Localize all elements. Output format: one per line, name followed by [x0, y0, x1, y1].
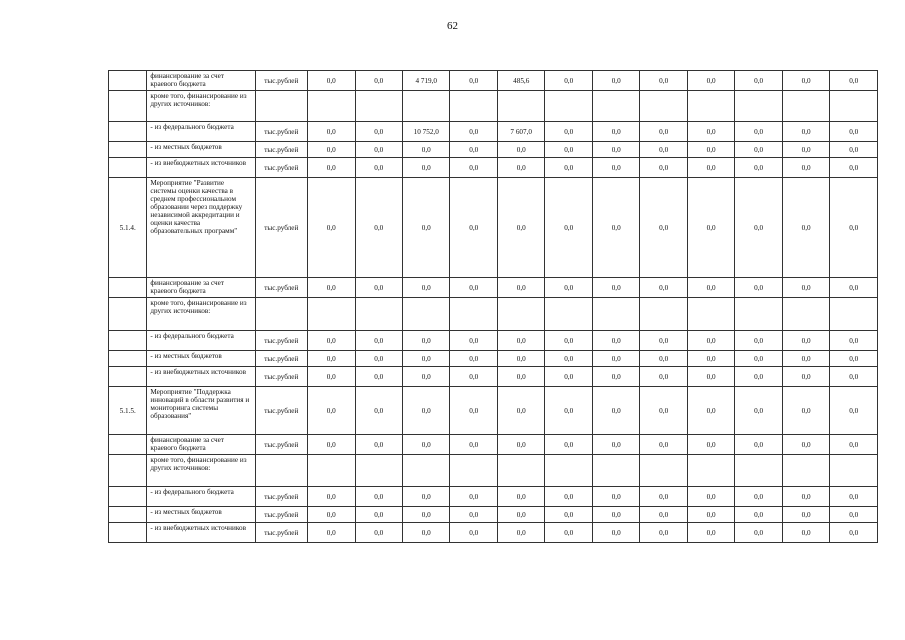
row-description: финансирование за счет краевого бюджета	[147, 435, 255, 455]
value-cell: 0,0	[830, 487, 878, 507]
value-cell: 0,0	[830, 142, 878, 158]
row-description: кроме того, финансирование из других источников:	[147, 298, 255, 331]
value-cell	[687, 298, 734, 331]
value-cell: 0,0	[830, 351, 878, 367]
value-cell	[497, 91, 544, 122]
value-cell: 0,0	[592, 367, 639, 387]
value-cell: 0,0	[735, 331, 782, 351]
value-cell: 0,0	[735, 278, 782, 298]
value-cell: 0,0	[308, 122, 355, 142]
value-cell: 0,0	[308, 367, 355, 387]
row-description: кроме того, финансирование из других источников:	[147, 455, 255, 487]
value-cell: 0,0	[545, 507, 592, 523]
table-row	[109, 507, 878, 523]
value-cell: 0,0	[830, 278, 878, 298]
value-cell: 0,0	[450, 158, 497, 178]
row-description: - из внебюджетных источников	[147, 158, 255, 178]
value-cell: 0,0	[830, 387, 878, 435]
value-cell: 0,0	[592, 142, 639, 158]
table-row	[109, 122, 878, 142]
value-cell: 0,0	[640, 523, 687, 543]
row-description: кроме того, финансирование из других источников:	[147, 91, 255, 122]
value-cell: 0,0	[355, 435, 402, 455]
value-cell: 0,0	[355, 367, 402, 387]
value-cell: 0,0	[403, 142, 450, 158]
value-cell: 0,0	[640, 71, 687, 91]
value-cell	[830, 455, 878, 487]
row-code	[109, 158, 147, 178]
value-cell: 0,0	[545, 142, 592, 158]
value-cell: 0,0	[403, 278, 450, 298]
row-description: - из внебюджетных источников	[147, 523, 255, 543]
value-cell: 0,0	[355, 158, 402, 178]
row-description: - из федерального бюджета	[147, 122, 255, 142]
value-cell: 0,0	[403, 178, 450, 278]
value-cell: 0,0	[545, 523, 592, 543]
value-cell: 0,0	[687, 122, 734, 142]
value-cell: 0,0	[450, 351, 497, 367]
row-code	[109, 122, 147, 142]
value-cell: 0,0	[545, 278, 592, 298]
value-cell	[782, 91, 829, 122]
value-cell: 0,0	[545, 435, 592, 455]
row-unit: тыс.рублей	[255, 435, 308, 455]
budget-table	[108, 70, 878, 543]
value-cell: 0,0	[782, 71, 829, 91]
value-cell: 0,0	[497, 487, 544, 507]
row-description: - из местных бюджетов	[147, 507, 255, 523]
value-cell: 7 607,0	[497, 122, 544, 142]
value-cell: 0,0	[782, 178, 829, 278]
value-cell: 0,0	[735, 178, 782, 278]
table-row	[109, 298, 878, 331]
value-cell: 0,0	[640, 507, 687, 523]
value-cell: 0,0	[782, 142, 829, 158]
row-unit: тыс.рублей	[255, 387, 308, 435]
value-cell: 0,0	[687, 71, 734, 91]
value-cell: 0,0	[308, 351, 355, 367]
value-cell	[450, 91, 497, 122]
row-description: - из внебюджетных источников	[147, 367, 255, 387]
value-cell	[830, 298, 878, 331]
value-cell: 0,0	[687, 387, 734, 435]
row-code	[109, 91, 147, 122]
row-description: - из местных бюджетов	[147, 351, 255, 367]
value-cell	[687, 91, 734, 122]
row-code	[109, 298, 147, 331]
value-cell: 0,0	[497, 507, 544, 523]
value-cell	[782, 455, 829, 487]
table-row	[109, 387, 878, 435]
value-cell: 0,0	[355, 122, 402, 142]
value-cell: 0,0	[403, 351, 450, 367]
value-cell: 0,0	[450, 507, 497, 523]
value-cell: 0,0	[782, 367, 829, 387]
value-cell: 0,0	[592, 331, 639, 351]
value-cell: 0,0	[782, 523, 829, 543]
value-cell: 0,0	[450, 435, 497, 455]
value-cell: 0,0	[687, 351, 734, 367]
row-description: Мероприятие "Поддержка инноваций в области развития и мониторинга системы образования"	[147, 387, 255, 435]
value-cell: 0,0	[450, 278, 497, 298]
value-cell: 0,0	[592, 158, 639, 178]
value-cell: 10 752,0	[403, 122, 450, 142]
row-unit: тыс.рублей	[255, 507, 308, 523]
value-cell: 0,0	[687, 331, 734, 351]
value-cell: 0,0	[592, 178, 639, 278]
value-cell: 0,0	[782, 158, 829, 178]
value-cell: 0,0	[545, 351, 592, 367]
row-code	[109, 278, 147, 298]
value-cell: 0,0	[497, 331, 544, 351]
value-cell: 0,0	[403, 331, 450, 351]
value-cell: 0,0	[355, 142, 402, 158]
row-code	[109, 435, 147, 455]
value-cell	[640, 91, 687, 122]
row-description: финансирование за счет краевого бюджета	[147, 71, 255, 91]
value-cell: 0,0	[450, 387, 497, 435]
row-code	[109, 142, 147, 158]
value-cell: 0,0	[735, 523, 782, 543]
value-cell: 0,0	[830, 158, 878, 178]
row-unit: тыс.рублей	[255, 278, 308, 298]
value-cell	[308, 455, 355, 487]
row-unit: тыс.рублей	[255, 331, 308, 351]
value-cell: 0,0	[830, 178, 878, 278]
value-cell	[403, 455, 450, 487]
value-cell: 0,0	[545, 331, 592, 351]
value-cell	[735, 91, 782, 122]
value-cell: 0,0	[830, 367, 878, 387]
value-cell: 0,0	[687, 278, 734, 298]
value-cell: 0,0	[592, 507, 639, 523]
value-cell: 0,0	[735, 487, 782, 507]
value-cell: 0,0	[592, 523, 639, 543]
value-cell: 0,0	[355, 331, 402, 351]
value-cell: 0,0	[308, 331, 355, 351]
value-cell	[403, 298, 450, 331]
value-cell: 0,0	[687, 487, 734, 507]
row-unit: тыс.рублей	[255, 178, 308, 278]
value-cell: 0,0	[450, 71, 497, 91]
value-cell: 0,0	[782, 507, 829, 523]
row-unit: тыс.рублей	[255, 158, 308, 178]
table-row	[109, 178, 878, 278]
value-cell: 0,0	[782, 351, 829, 367]
value-cell: 0,0	[497, 142, 544, 158]
value-cell: 0,0	[782, 122, 829, 142]
row-unit: тыс.рублей	[255, 351, 308, 367]
row-unit: тыс.рублей	[255, 122, 308, 142]
value-cell: 0,0	[640, 122, 687, 142]
value-cell	[355, 455, 402, 487]
value-cell: 0,0	[640, 367, 687, 387]
value-cell: 0,0	[592, 435, 639, 455]
row-code	[109, 507, 147, 523]
value-cell: 0,0	[782, 487, 829, 507]
value-cell: 0,0	[735, 387, 782, 435]
value-cell: 0,0	[497, 351, 544, 367]
row-description: - из федерального бюджета	[147, 331, 255, 351]
table-row	[109, 331, 878, 351]
value-cell: 0,0	[592, 387, 639, 435]
value-cell	[450, 455, 497, 487]
value-cell: 0,0	[592, 487, 639, 507]
value-cell: 0,0	[403, 487, 450, 507]
value-cell: 0,0	[640, 158, 687, 178]
value-cell: 0,0	[497, 178, 544, 278]
table-row	[109, 71, 878, 91]
value-cell: 0,0	[450, 142, 497, 158]
value-cell: 0,0	[592, 351, 639, 367]
row-code	[109, 331, 147, 351]
value-cell: 0,0	[735, 351, 782, 367]
value-cell: 0,0	[735, 122, 782, 142]
value-cell: 0,0	[592, 71, 639, 91]
table-row	[109, 487, 878, 507]
value-cell: 0,0	[403, 523, 450, 543]
row-code	[109, 487, 147, 507]
value-cell: 0,0	[308, 487, 355, 507]
value-cell: 0,0	[687, 507, 734, 523]
value-cell: 0,0	[782, 278, 829, 298]
value-cell: 0,0	[308, 158, 355, 178]
value-cell: 0,0	[735, 435, 782, 455]
value-cell: 0,0	[308, 387, 355, 435]
value-cell: 0,0	[497, 158, 544, 178]
value-cell: 0,0	[735, 158, 782, 178]
value-cell: 0,0	[545, 487, 592, 507]
value-cell: 0,0	[687, 178, 734, 278]
value-cell: 0,0	[687, 435, 734, 455]
row-description: финансирование за счет краевого бюджета	[147, 278, 255, 298]
value-cell: 0,0	[497, 278, 544, 298]
table-row	[109, 351, 878, 367]
value-cell: 0,0	[830, 523, 878, 543]
value-cell: 0,0	[687, 158, 734, 178]
value-cell: 0,0	[545, 367, 592, 387]
value-cell: 0,0	[687, 367, 734, 387]
value-cell	[640, 455, 687, 487]
row-description: - из местных бюджетов	[147, 142, 255, 158]
table-row	[109, 435, 878, 455]
value-cell	[497, 455, 544, 487]
value-cell: 0,0	[450, 523, 497, 543]
value-cell: 0,0	[735, 71, 782, 91]
value-cell: 0,0	[640, 278, 687, 298]
row-code: 5.1.4.	[109, 178, 147, 278]
value-cell: 0,0	[450, 487, 497, 507]
value-cell: 0,0	[735, 142, 782, 158]
value-cell: 0,0	[782, 435, 829, 455]
value-cell	[545, 298, 592, 331]
value-cell: 0,0	[450, 367, 497, 387]
value-cell: 0,0	[450, 178, 497, 278]
table-row	[109, 158, 878, 178]
row-code	[109, 351, 147, 367]
value-cell: 0,0	[782, 331, 829, 351]
value-cell	[355, 91, 402, 122]
value-cell: 0,0	[830, 507, 878, 523]
value-cell: 0,0	[355, 523, 402, 543]
value-cell	[592, 91, 639, 122]
row-unit: тыс.рублей	[255, 367, 308, 387]
value-cell: 0,0	[403, 507, 450, 523]
value-cell	[735, 455, 782, 487]
value-cell: 0,0	[735, 367, 782, 387]
value-cell	[782, 298, 829, 331]
value-cell	[308, 91, 355, 122]
value-cell: 0,0	[308, 142, 355, 158]
value-cell: 0,0	[355, 71, 402, 91]
value-cell: 0,0	[687, 523, 734, 543]
row-unit	[255, 298, 308, 331]
value-cell	[592, 455, 639, 487]
value-cell: 0,0	[497, 367, 544, 387]
row-code	[109, 455, 147, 487]
value-cell: 0,0	[640, 142, 687, 158]
value-cell: 0,0	[640, 331, 687, 351]
row-description: Мероприятие "Развитие системы оценки качества в среднем профессиональном образовании через поддержку независимой аккредитации и оценки качества образовательных программ"	[147, 178, 255, 278]
table-row	[109, 278, 878, 298]
value-cell: 0,0	[497, 523, 544, 543]
value-cell: 0,0	[450, 122, 497, 142]
value-cell: 0,0	[355, 351, 402, 367]
value-cell: 0,0	[308, 507, 355, 523]
table-row	[109, 367, 878, 387]
value-cell: 0,0	[640, 387, 687, 435]
value-cell: 0,0	[497, 435, 544, 455]
value-cell	[687, 455, 734, 487]
row-unit: тыс.рублей	[255, 142, 308, 158]
value-cell: 0,0	[308, 71, 355, 91]
value-cell: 4 719,0	[403, 71, 450, 91]
table-row	[109, 523, 878, 543]
row-code	[109, 71, 147, 91]
value-cell: 0,0	[355, 507, 402, 523]
value-cell: 0,0	[592, 278, 639, 298]
table-row	[109, 142, 878, 158]
value-cell: 0,0	[308, 278, 355, 298]
value-cell: 0,0	[640, 351, 687, 367]
value-cell: 0,0	[687, 142, 734, 158]
value-cell: 0,0	[830, 435, 878, 455]
row-code	[109, 367, 147, 387]
row-unit	[255, 455, 308, 487]
value-cell	[403, 91, 450, 122]
page-number: 62	[447, 20, 458, 32]
value-cell	[830, 91, 878, 122]
value-cell: 0,0	[355, 387, 402, 435]
value-cell: 0,0	[497, 387, 544, 435]
value-cell: 0,0	[403, 158, 450, 178]
value-cell: 0,0	[830, 122, 878, 142]
value-cell: 0,0	[403, 387, 450, 435]
value-cell: 0,0	[640, 487, 687, 507]
value-cell	[735, 298, 782, 331]
value-cell: 485,6	[497, 71, 544, 91]
value-cell: 0,0	[545, 178, 592, 278]
value-cell	[545, 91, 592, 122]
value-cell: 0,0	[735, 507, 782, 523]
value-cell	[497, 298, 544, 331]
value-cell: 0,0	[403, 367, 450, 387]
value-cell	[355, 298, 402, 331]
row-description: - из федерального бюджета	[147, 487, 255, 507]
value-cell	[640, 298, 687, 331]
table-row	[109, 455, 878, 487]
value-cell: 0,0	[308, 178, 355, 278]
row-unit	[255, 91, 308, 122]
value-cell	[592, 298, 639, 331]
table-row	[109, 91, 878, 122]
row-code: 5.1.5.	[109, 387, 147, 435]
row-unit: тыс.рублей	[255, 523, 308, 543]
value-cell: 0,0	[782, 387, 829, 435]
value-cell: 0,0	[545, 158, 592, 178]
value-cell: 0,0	[403, 435, 450, 455]
value-cell	[545, 455, 592, 487]
value-cell: 0,0	[592, 122, 639, 142]
value-cell: 0,0	[355, 278, 402, 298]
value-cell: 0,0	[355, 487, 402, 507]
value-cell: 0,0	[308, 523, 355, 543]
value-cell: 0,0	[308, 435, 355, 455]
row-unit: тыс.рублей	[255, 487, 308, 507]
value-cell: 0,0	[545, 122, 592, 142]
table-body	[109, 71, 878, 543]
row-code	[109, 523, 147, 543]
value-cell: 0,0	[355, 178, 402, 278]
value-cell: 0,0	[640, 435, 687, 455]
value-cell: 0,0	[830, 331, 878, 351]
value-cell: 0,0	[545, 71, 592, 91]
value-cell: 0,0	[830, 71, 878, 91]
value-cell: 0,0	[545, 387, 592, 435]
value-cell	[450, 298, 497, 331]
value-cell	[308, 298, 355, 331]
value-cell: 0,0	[450, 331, 497, 351]
value-cell: 0,0	[640, 178, 687, 278]
row-unit: тыс.рублей	[255, 71, 308, 91]
